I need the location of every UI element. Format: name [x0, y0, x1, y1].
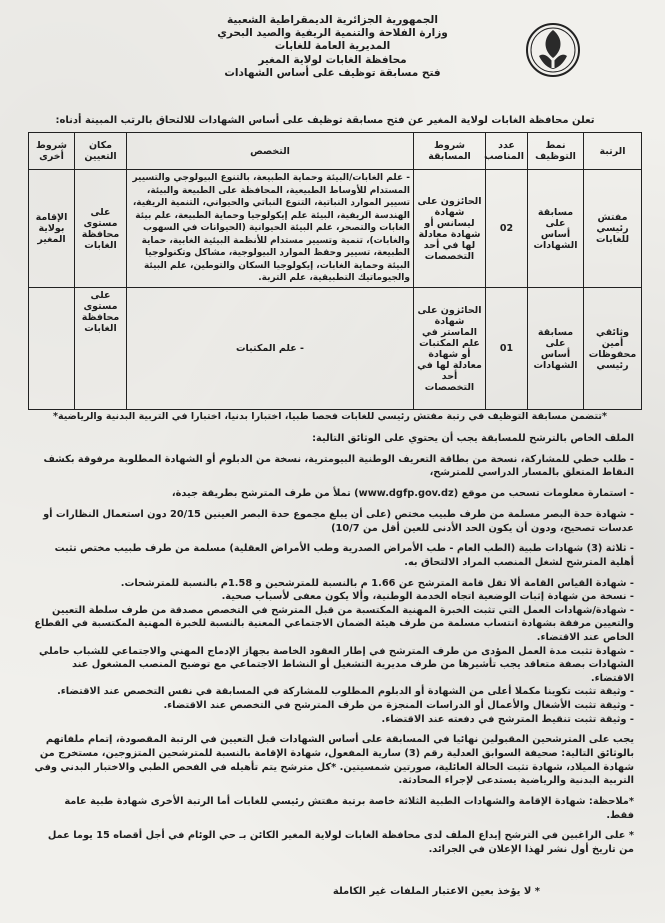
note-paragraph: *ملاحظة: شهادة الإقامة والشهادات الطبية الثلاثة خاصة برتبة مفتش رئيسي للغابات أما الرتبة الأخرى شهادة طبية عامة فقط.: [64, 795, 634, 821]
paragraph: - شهادة القياس القامة ألا تقل قامة المترشح عن 1.66 م بالنسبة للمترشحين و 1.58م بالنسبة للمترشحات.: [120, 577, 634, 589]
list-item: - وثيقة تثبت تكوينا مكملا أعلى من الشهادة أو الدبلوم المطلوب للمشاركة في المسابقة في نفس التخصص عند الاقتضاء.: [57, 686, 634, 698]
cell-rank: مفتش رئيسي للغابات: [584, 170, 642, 288]
cell-count: 02: [486, 170, 528, 288]
header-line: فتح مسابقة توظيف على أساس الشهادات: [224, 66, 441, 79]
header-line: وزارة الفلاحة والتنمية الريفية والصيد البحري: [217, 27, 448, 40]
closing-note: * لا يؤخذ بعين الاعتبار الملفات غير الكاملة: [332, 886, 540, 897]
paragraph: - شهادة حدة البصر مسلمة من طرف طبيب مختص (على أن يبلغ مجموع حدة البصر العينين 20/15 دون استعمال النظارات أو عدسات تصحيح، ودون أن يكون الحد الأدنى للعين أقل من 10/7): [43, 508, 634, 534]
header-line: المديرية العامة للغابات: [274, 40, 391, 53]
column-header-mode: نمط التوظيف: [528, 133, 584, 170]
list-item: - نسخة من شهادة إثبات الوضعية اتجاه الخدمة الوطنية، وألا يكون معفى لأسباب صحية.: [221, 591, 634, 603]
deadline-paragraph: * على الراغبين في الترشح إيداع الملف لدى محافظة الغابات لولاية المغير الكائن بـ حي الوئام في أجل أقصاه 15 يوما عمل من تاريخ أول نشر لهذا الإعلان في الجرائد.: [47, 830, 634, 855]
forest-administration-emblem-icon: [525, 22, 581, 78]
cell-place: على مستوى محافظة الغابات: [75, 170, 127, 288]
cell-other: الإقامة بولاية المغير: [29, 170, 75, 288]
column-header-other: شروط أخرى: [29, 133, 75, 170]
paragraph: - طلب خطي للمشاركة، نسخة من بطاقة التعريف الوطنية البيومترية، نسخة من الدبلوم أو الشهادة المطلوبة مرفوقة بكشف النقاط المتعلق بالمسار الدراسي للمترشح،: [43, 453, 634, 479]
column-header-specialty: التخصص: [127, 133, 414, 170]
cell-conditions: الحائزون على شهادة الماستر في علم المكتبات أو شهادة معادلة لها في أحد التخصصات: [414, 288, 486, 410]
list-item: - شهادة/شهادات العمل التي تثبت الخبرة المهنية المكتسبة من قبل المترشح في التخصص مصدقة من طرف سلطة التعيين والتعيين مرفقة بشهادة انتساب مسلمة من طرف هيئة الضمان الاجتماعي المعنية بالنسبة للخبرة المهنية المكتسبة في القطاع الخاص عند الاقتضاء.: [34, 604, 634, 644]
cell-conditions: الحائزون على شهادة ليسانس أو شهادة معادلة لها في أحد التخصصات: [414, 170, 486, 288]
cell-specialty: - علم المكتبات: [127, 288, 414, 410]
header-line: محافظة الغابات لولاية المغير: [258, 53, 407, 66]
paragraph: يجب على المترشحين المقبولين نهائيا في المسابقة على أساس الشهادات قبل التعيين في الرتبة المقصودة، إتمام ملفاتهم بالوثائق التالية: صحيفة السوابق العدلية رقم (3) سارية المفعول، شهادة الإقامة بالنسبة للمترشحين المتزوجين، مستخرج من شهادة الميلاد، شهادة تثبت الحالة العائلية، صورتين شمسيتين. *كل مترشح يتم تأهيله في الفحص الطبي والاختبار البدني وفي التربية البدنية والرياضية يستدعى لإجراء المحادثة.: [34, 734, 634, 787]
document-header: [150, 14, 515, 80]
list-item: - وثيقة تثبت تنقيط المترشح في دفعته عند الاقتضاء.: [381, 713, 634, 725]
column-header-conditions: شروط المسابقة: [414, 133, 486, 170]
header-line: الجمهورية الجزائرية الديمقراطية الشعبية: [227, 14, 438, 26]
table-row: [29, 288, 642, 410]
table-header-row: [29, 133, 642, 170]
cell-place: على مستوى محافظة الغابات: [75, 288, 127, 410]
paragraph: - استمارة معلومات تسحب من موقع (www.dgfp.gov.dz) تملأ من طرف المترشح بطريقة جيدة،: [171, 488, 634, 500]
paragraph: الملف الخاص بالترشح للمسابقة يجب أن يحتوي على الوثائق التالية:: [312, 433, 634, 444]
cell-other: [29, 288, 75, 410]
table-footnote: *تتضمن مسابقة التوظيف في رتبة مفتش رئيسي للغابات فحصا طبيا، اختبارا بدنيا، اختبارا في التربية البدنية والرياضية*: [53, 411, 607, 422]
list-item: - شهادة تثبت مدة العمل المؤدى من طرف المترشح في إطار العقود الخاصة بجهاز الإدماج المهني والاجتماعي للشباب حاملي الشهادات بصفة متعاقد يجب تأشيرها من طرف مديرية التشغيل أو النشاط الاجتماعي مع توضيح المنصب المشغول عند الاقتضاء.: [39, 645, 634, 684]
requirements-section: [34, 432, 634, 864]
cell-specialty: - علم الغابات/البيئة وحماية الطبيعة، بالتنوع البيولوجي والتسيير المستدام للأوساط الطبيعية، المحافظة على الطبيعة والبيئة، تسيير الموارد النباتية، التنوع النباتي والحيواني، التنمية الريفية، الهندسة الريفية، البيئة علم إيكولوجيا وحماية الطبيعة، علم بيئة الغابات والتصحر، علم البيئة الحيوانية (الحيوانات في السهوب والغابات)، تنمية وتسيير مستدام للأنظمة البيئية الغابية، حماية الطبيعة، تسيير وحفظ الموارد البيولوجية، مشاكل وتكنولوجيا البيئة وحماية الغابات، إيكولوجيا السكان والتوطين، علم البيئة والجيوماتيك التطبيقية، علم التربة.: [127, 170, 414, 288]
column-header-place: مكان التعيين: [75, 133, 127, 170]
cell-mode: مسابقة على أساس الشهادات: [528, 170, 584, 288]
column-header-rank: الرتبة: [584, 133, 642, 170]
table-row: [29, 170, 642, 288]
paragraph: - ثلاثة (3) شهادات طبية (الطب العام - طب الأمراض الصدرية وطب الأمراض العقلية) مسلمة من طرف طبيب مختص تثبت أهلية المترشح لشغل المنصب المراد الالتحاق به.: [54, 543, 634, 568]
cell-mode: مسابقة على أساس الشهادات: [528, 288, 584, 410]
cell-count: 01: [486, 288, 528, 410]
column-header-count: عدد المناصب: [486, 133, 528, 170]
cell-rank: وثائقي أمين محفوظات رئيسي: [584, 288, 642, 410]
list-item: - وثيقة تثبت الأشغال والأعمال أو الدراسات المنجزة من طرف المترشح في التخصص عند الاقتضاء.: [163, 700, 634, 712]
intro-text: تعلن محافظة الغابات لولاية المغير عن فتح مسابقة توظيف على أساس الشهادات للالتحاق بالرتب المبينة أدناه:: [55, 115, 595, 126]
positions-table: [28, 132, 642, 410]
